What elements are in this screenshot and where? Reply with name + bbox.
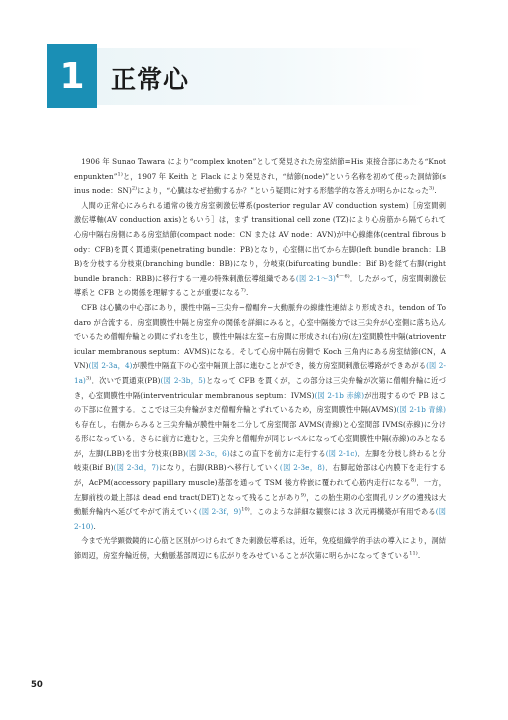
citation-superscript: 4～6) xyxy=(335,273,350,280)
figure-reference-link[interactable]: (図 2-3a，4) xyxy=(88,361,133,371)
text-segment: ．左脚を分枝し終わると分岐束(Bif B) xyxy=(74,448,446,473)
citation-superscript: 7) xyxy=(240,287,246,294)
citation-superscript: 9) xyxy=(300,492,307,499)
text-segment: も存在し，右側からみると三尖弁輪が膜性中隔を二分して房室間部 AVMS(青線)と心室間部 IVMS(赤線)に分ける形になっている．さらに前方に進むと，三尖弁と僧帽弁が同じレベルになって心室間膜性中隔(赤線)のみとなるが，左脚(LBB)を出す分枝束(BB) xyxy=(74,419,446,458)
text-segment: となって CFB を貫くが，この部分は三尖弁輪が次第に僧帽弁輪に近づき，心室間膜性中隔(interventricular membranous septum：IVMS) xyxy=(74,375,446,400)
text-segment: により，“心臓はなぜ拍動するか？”という疑問に対する形態学的な答えが明らかになった xyxy=(137,186,429,196)
figure-reference-link[interactable]: (図 2-1b 青線) xyxy=(396,405,446,415)
text-segment: ．次いで貫通束(PB) xyxy=(91,375,161,385)
citation-superscript: 8) xyxy=(410,477,417,484)
citation-superscript: 11) xyxy=(409,550,418,557)
figure-reference-link[interactable]: (図 2-3b，5) xyxy=(160,375,206,385)
text-segment: . xyxy=(93,521,96,531)
figure-reference-link[interactable]: (図 2-3d，7) xyxy=(113,463,159,473)
text-segment: が膜性中隔直下の心室中隔頂上部に進むことができ，後方房室間刺激伝導路ができあがる xyxy=(132,361,427,371)
text-segment: CFB は心臓の中心部にあり，膜性中隔−三尖弁−僧帽弁−大動脈弁の線維性連結より形成され，tendon of Todaro が合流する．房室間膜性中隔と房室弁の関係を詳細にみると，心室中隔後方では三尖弁が心室側に落ち込んでいるため僧帽弁輪との間にずれを生じ，膜性中隔は左室−右房間に形成され(右)房(左)室間膜性中隔(atrioventricular membranous septum：AVMS)になる．そして心房中隔右房側で Koch 三角内にある房室結節(CN，AVN) xyxy=(74,302,446,371)
text-segment: . xyxy=(245,288,249,298)
text-segment: が出現するので PB はこの下部に位置する．ここでは三尖弁輪がまだ僧帽弁輪とずれているため，房室間膜性中隔(AVMS) xyxy=(74,390,446,415)
text-segment: ．右脚起始部は心内膜下を走行するが，AcPM(accessory papillary muscle)基部を通って TSM 後方枠嵌に覆われて心筋内走行になる xyxy=(74,463,446,488)
text-segment: ．一方，左脚前枝の最上部は dead end tract(DET)となって残ることがあり xyxy=(74,478,447,502)
paragraph xyxy=(74,155,446,199)
text-segment: 今まで光学顕微鏡的に心筋と区別がつけられてきた刺激伝導系は，近年，免疫組織学的手法の導入により，洞結節周辺，房室弁輪近傍，大動脈基部周辺にも広がりをみせていることが次第に明らかになってきている xyxy=(74,536,446,561)
figure-reference-link[interactable]: (図 2-3e，8) xyxy=(279,463,325,473)
paragraph xyxy=(74,534,446,563)
figure-reference-link[interactable]: (図 2-1a) xyxy=(74,361,447,385)
paragraph xyxy=(74,301,446,535)
text-segment: ，この胎生期の心室間孔リングの遺残は大動脈弁輪内へ延びてやがて消えていく xyxy=(74,492,447,517)
text-segment: 1906 年 Sunao Tawara により“complex knoten”として発見された房室結節=His 束接合部にあたる“Knotenpunkten” xyxy=(74,157,446,181)
citation-superscript: 3) xyxy=(85,375,92,382)
text-segment: 人間の正常心にみられる通常の後方房室刺激伝導系(posterior regular AV conduction system)［房室間刺激伝導軸(AV conduction axis)ともいう］は，まず transitional cell zone (TZ)により心房筋から隔てられて心房中隔右房側にある房室結節(compact node：CN または AV node：AVN)が中心線維体(central fibrous body：CFB)を貫く貫通束(penetrating bundle：PB)となり，心室側に出てから左脚(left bundle branch：LBB)を分枝する分枝束(branching bundle：BB)になり，分岐束(bifurcating bundle：Bif B)を経て右脚(right bundle branch：RBB)に移行する一連の特殊刺激伝導組織である xyxy=(74,200,446,283)
chapter-header-band xyxy=(47,48,428,105)
citation-superscript: 1) xyxy=(117,171,123,178)
text-segment: になり，右脚(RBB)へ移行していく xyxy=(158,463,280,473)
citation-superscript: 10) xyxy=(241,506,250,513)
figure-reference-link[interactable]: (図 2-10) xyxy=(74,507,446,531)
text-segment: ．したがって，房室間刺激伝導系と CFB との関係を理解することが重要になる xyxy=(74,273,446,298)
text-segment: と，1907 年 Keith と Flack により発見され，“結節(node)”という名称を初めて使った洞結節(sinus node：SN) xyxy=(74,171,446,196)
figure-reference-link[interactable]: (図 2-3f，9) xyxy=(198,507,242,517)
paragraph xyxy=(74,199,446,301)
figure-reference-link[interactable]: (図 2-1c) xyxy=(325,448,358,458)
citation-superscript: 2) xyxy=(131,185,138,192)
text-segment: ．このような詳細な観察には 3 次元再構築が有用である xyxy=(249,507,436,517)
text-segment: . xyxy=(434,186,437,196)
figure-reference-link[interactable]: (図 2-3c，6) xyxy=(185,448,230,458)
figure-reference-link[interactable]: (図 2-1b 赤線) xyxy=(314,390,365,400)
figure-reference-link[interactable]: (図 2-1～3) xyxy=(295,273,336,283)
text-segment: . xyxy=(417,551,421,561)
chapter-title: 正常心 xyxy=(111,65,190,94)
text-segment: はこの直下を前方に走行する xyxy=(229,448,326,458)
page-number: 50 xyxy=(31,680,43,690)
chapter-number-badge: 1 xyxy=(47,44,97,108)
citation-superscript: 3) xyxy=(428,185,435,192)
body-text xyxy=(74,155,446,564)
